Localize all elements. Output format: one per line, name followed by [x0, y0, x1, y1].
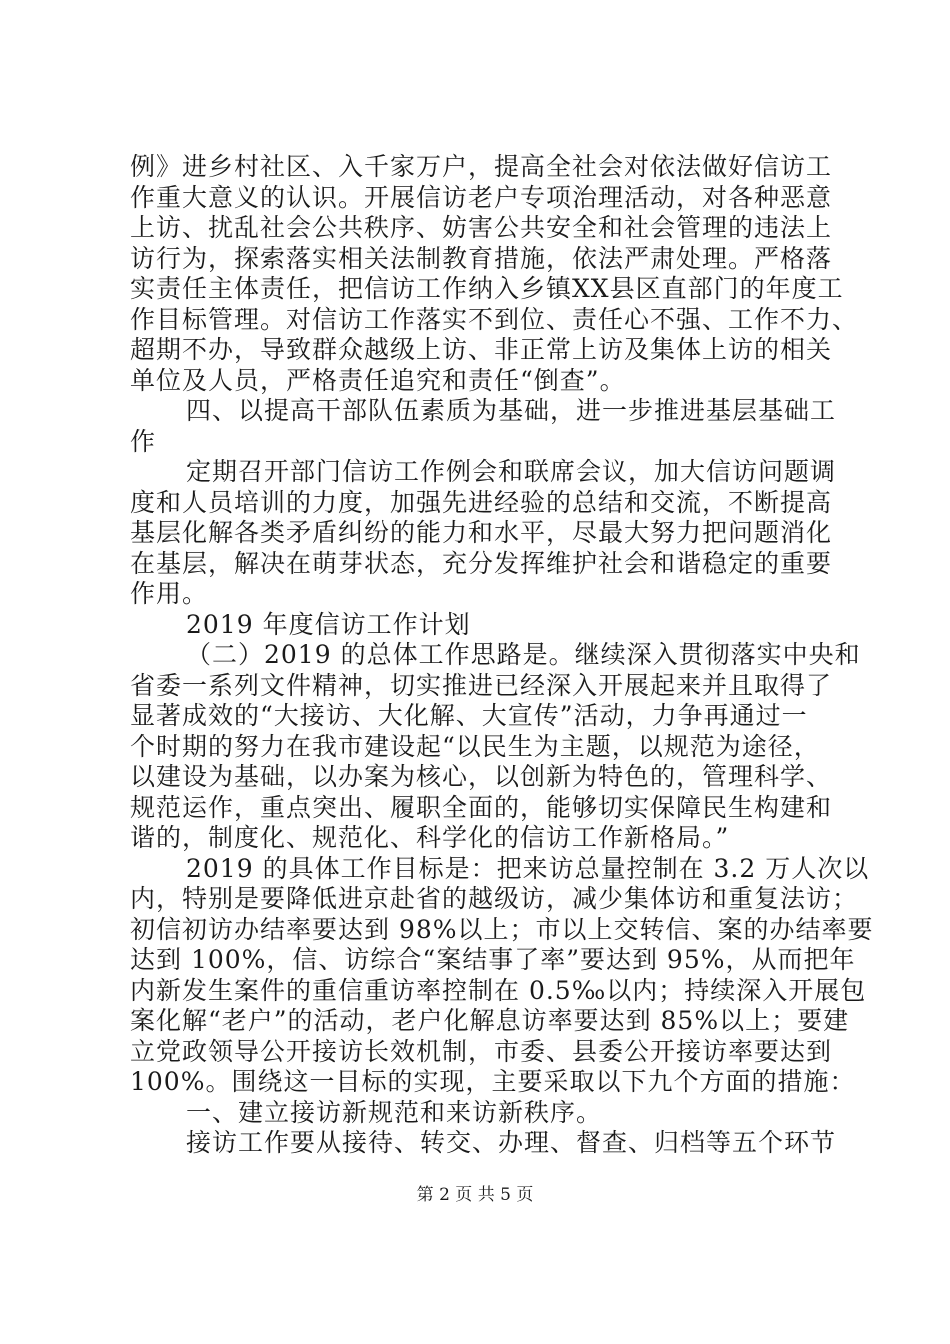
text-line: 单位及人员，严格责任追究和责任“倒查”。: [130, 365, 626, 395]
text-line: 作用。: [130, 579, 209, 608]
text-line: 定期召开部门信访工作例会和联席会议，加大信访问题调: [186, 457, 837, 486]
text-line: 接访工作要从接待、转交、办理、督查、归档等五个环节: [186, 1128, 837, 1157]
text-line: 度和人员培训的力度，加强先进经验的总结和交流，不断提高: [130, 487, 833, 517]
text-line: 作重大意义的认识。开展信访老户专项治理活动，对各种恶意: [130, 182, 833, 212]
text-line: 初信初访办结率要达到 98%以上；市以上交转信、案的办结率要: [130, 914, 874, 944]
text-line: 实责任主体责任，把信访工作纳入乡镇XX县区直部门的年度工: [130, 274, 844, 303]
text-line: 省委一系列文件精神，切实推进已经深入开展起来并且取得了: [130, 670, 833, 700]
text-line: 作目标管理。对信访工作落实不到位、责任心不强、工作不力、: [130, 304, 859, 334]
text-line: 案化解“老户”的活动，老户化解息访率要达到 85%以上；要建: [130, 1006, 850, 1035]
text-line: 个时期的努力在我市建设起“以民生为主题，以规范为途径，: [130, 731, 820, 761]
text-line: 规范运作，重点突出、履职全面的，能够切实保障民生构建和: [130, 792, 833, 822]
text-line: 以建设为基础，以办案为核心，以创新为特色的，管理科学、: [130, 762, 833, 791]
text-line: 访行为，探索落实相关法制教育措施，依法严肃处理。严格落: [130, 243, 833, 273]
text-line: （二）2019 的总体工作思路是。继续深入贯彻落实中央和: [186, 640, 861, 669]
text-line: 内，特别是要降低进京赴省的越级访，减少集体访和重复法访；: [130, 884, 859, 913]
text-line: 显著成效的“大接访、大化解、大宣传”活动，力争再通过一: [130, 701, 808, 730]
text-line: 上访、扰乱社会公共秩序、妨害公共安全和社会管理的违法上: [130, 213, 833, 242]
section-heading: 一、建立接访新规范和来访新秩序。: [186, 1097, 603, 1127]
text-line: 2019 的具体工作目标是：把来访总量控制在 3.2 万人次以: [186, 853, 870, 883]
section-heading: 作: [130, 426, 157, 456]
text-line: 在基层，解决在萌芽状态，充分发挥维护社会和谐稳定的重要: [130, 548, 833, 578]
text-line: 例》进乡村社区、入千家万户，提高全社会对依法做好信访工: [130, 152, 833, 181]
text-line: 100%。围绕这一目标的实现，主要采取以下九个方面的措施：: [130, 1067, 856, 1096]
text-line: 立党政领导公开接访长效机制，市委、县委公开接访率要达到: [130, 1036, 833, 1066]
text-line: 超期不办，导致群众越级上访、非正常上访及集体上访的相关: [130, 335, 833, 364]
text-line: 达到 100%，信、访综合“案结事了率”要达到 95%，从而把年: [130, 945, 856, 974]
text-line: 基层化解各类矛盾纠纷的能力和水平，尽最大努力把问题消化: [130, 518, 833, 547]
document-title: 2019 年度信访工作计划: [186, 609, 471, 639]
page-footer: 第 2 页 共 5 页: [416, 1184, 534, 1205]
text-line: 谐的，制度化、规范化、科学化的信访工作新格局。”: [130, 823, 730, 852]
section-heading: 四、以提高干部队伍素质为基础，进一步推进基层基础工: [186, 396, 837, 425]
text-line: 内新发生案件的重信重访率控制在 0.5‰以内；持续深入开展包: [130, 975, 867, 1005]
